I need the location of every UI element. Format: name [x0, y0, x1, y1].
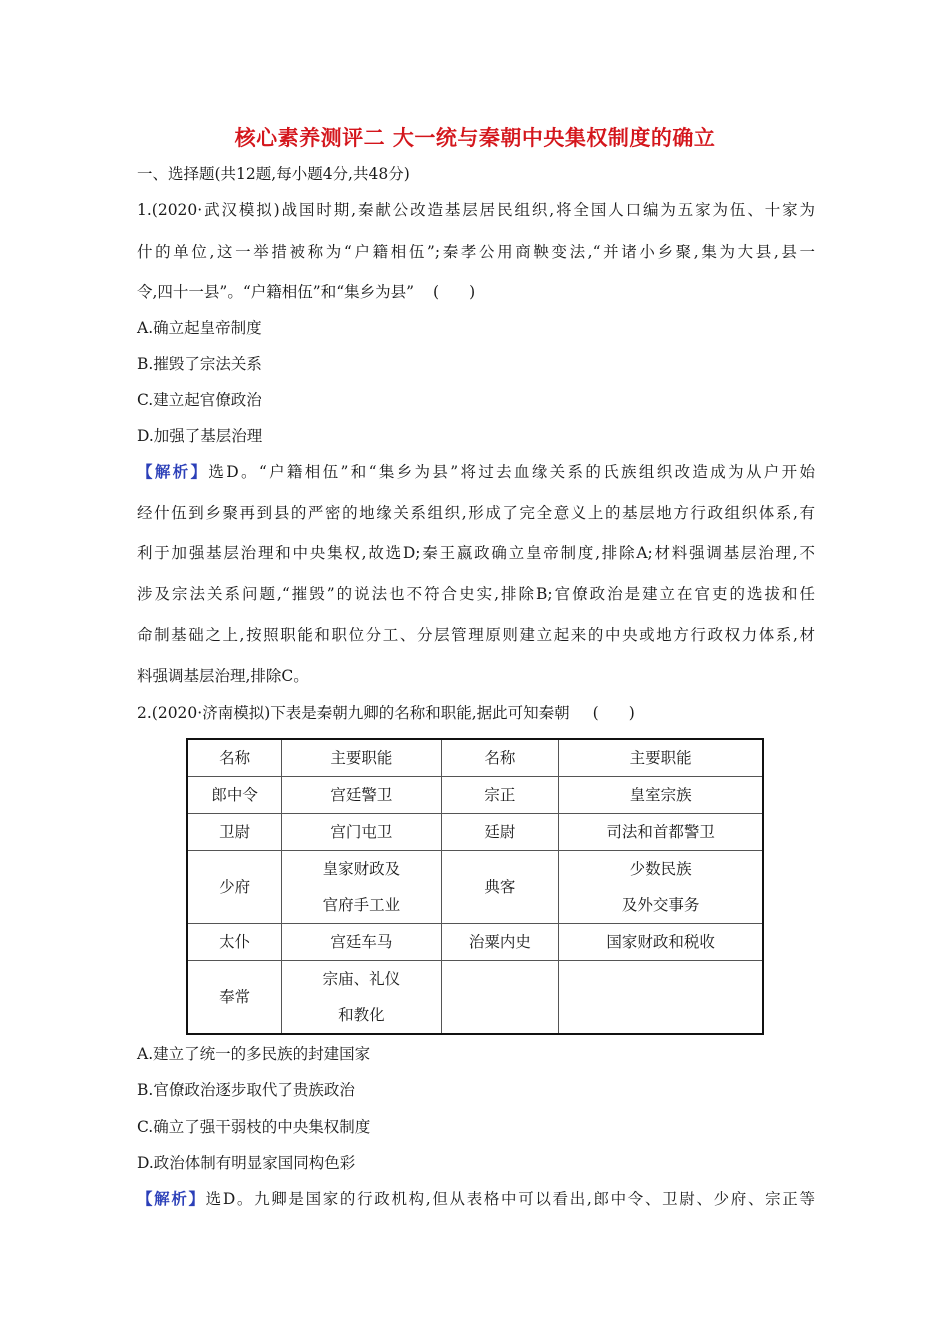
q2-stem-line — [137, 703, 642, 723]
page-title: 核心素养测评二 大一统与秦朝中央集权制度的确立 — [234, 126, 716, 150]
table-cell: 皇室宗族 — [559, 777, 763, 814]
table-cell: 国家财政和税收 — [559, 924, 763, 961]
answer-blank — [426, 282, 482, 302]
table-row — [187, 961, 763, 1035]
section-heading: 一、选择题(共12题,每小题4分,共48分) — [137, 165, 410, 183]
q2-option-c: C.确立了强干弱枝的中央集权制度 — [137, 1118, 371, 1136]
q2-option-a: A.建立了统一的多民族的封建国家 — [137, 1045, 371, 1063]
q2-analysis-line — [137, 1189, 815, 1209]
table-cell — [559, 851, 763, 924]
q1-analysis-line — [137, 462, 815, 482]
q1-stem-text: 令,四十一县”。“户籍相伍”和“集乡为县” — [137, 283, 415, 301]
table-row — [187, 924, 763, 961]
table-row — [187, 777, 763, 814]
table-cell: 司法和首都警卫 — [559, 814, 763, 851]
table-cell: 典客 — [441, 851, 559, 924]
cell-line: 官府手工业 — [322, 896, 401, 914]
table-cell: 宫廷警卫 — [282, 777, 441, 814]
nine-ministers-table — [186, 738, 764, 1035]
cell-line: 宗庙、礼仪 — [322, 970, 401, 988]
q1-stem-line: 什的单位,这一举措被称为“户籍相伍”;秦孝公用商鞅变法,“并诸小乡聚,集为大县,县一 — [137, 243, 815, 261]
analysis-tag: 【解析】 — [137, 462, 209, 481]
table-cell: 治粟内史 — [441, 924, 559, 961]
table-cell: 廷尉 — [441, 814, 559, 851]
q1-analysis-line: 命制基础之上,按照职能和职位分工、分层管理原则建立起来的中央或地方行政权力体系,材 — [137, 626, 815, 644]
q1-option-c: C.建立起官僚政治 — [137, 391, 262, 409]
table-cell — [282, 851, 441, 924]
cell-line: 及外交事务 — [621, 896, 700, 914]
paren-left: ( — [433, 283, 440, 301]
header-cell: 名称 — [187, 739, 282, 777]
q1-analysis-line: 经什伍到乡聚再到县的严密的地缘关系组织,形成了完全意义上的基层地方行政组织体系,有 — [137, 504, 815, 522]
q1-stem-line: 1.(2020·武汉模拟)战国时期,秦献公改造基层居民组织,将全国人口编为五家为伍、十家为 — [137, 201, 815, 219]
table-cell: 少府 — [187, 851, 282, 924]
analysis-tag: 【解析】 — [137, 1189, 206, 1208]
header-cell: 主要职能 — [559, 739, 763, 777]
q2-stem-text: 2.(2020·济南模拟)下表是秦朝九卿的名称和职能,据此可知秦朝 — [137, 704, 570, 722]
cell-line: 皇家财政及 — [322, 860, 401, 878]
paren-right: ) — [469, 283, 476, 301]
q1-analysis-line: 涉及宗法关系问题,“摧毁”的说法也不符合史实,排除B;官僚政治是建立在官吏的选拔和任 — [137, 585, 815, 603]
analysis-text: 选D。“户籍相伍”和“集乡为县”将过去血缘关系的氏族组织改造成为从户开始 — [208, 463, 815, 481]
header-cell: 主要职能 — [282, 739, 441, 777]
q1-stem-line — [137, 282, 482, 302]
paren-left: ( — [592, 704, 599, 722]
table-cell: 宗正 — [441, 777, 559, 814]
table-cell — [282, 961, 441, 1035]
q1-option-b: B.摧毁了宗法关系 — [137, 355, 262, 373]
table-cell: 太仆 — [187, 924, 282, 961]
table-row — [187, 851, 763, 924]
table-cell — [559, 961, 763, 1035]
table-cell: 卫尉 — [187, 814, 282, 851]
table-cell: 郎中令 — [187, 777, 282, 814]
table-cell: 宫门屯卫 — [282, 814, 441, 851]
table-header-row — [187, 739, 763, 777]
table-cell: 宫廷车马 — [282, 924, 441, 961]
analysis-text: 选D。九卿是国家的行政机构,但从表格中可以看出,郎中令、卫尉、少府、宗正等 — [205, 1190, 815, 1208]
q1-analysis-line: 料强调基层治理,排除C。 — [137, 667, 309, 685]
answer-blank — [586, 703, 642, 723]
paren-right: ) — [628, 704, 635, 722]
cell-line: 和教化 — [338, 1006, 385, 1024]
table-row — [187, 814, 763, 851]
table-cell: 奉常 — [187, 961, 282, 1035]
q1-analysis-line: 利于加强基层治理和中央集权,故选D;秦王嬴政确立皇帝制度,排除A;材料强调基层治理,不 — [137, 544, 815, 562]
table-cell — [441, 961, 559, 1035]
q1-option-a: A.确立起皇帝制度 — [137, 319, 262, 337]
q2-option-d: D.政治体制有明显家国同构色彩 — [137, 1154, 356, 1172]
q1-option-d: D.加强了基层治理 — [137, 427, 263, 445]
header-cell: 名称 — [441, 739, 559, 777]
q2-option-b: B.官僚政治逐步取代了贵族政治 — [137, 1081, 355, 1099]
cell-line: 少数民族 — [629, 860, 692, 878]
